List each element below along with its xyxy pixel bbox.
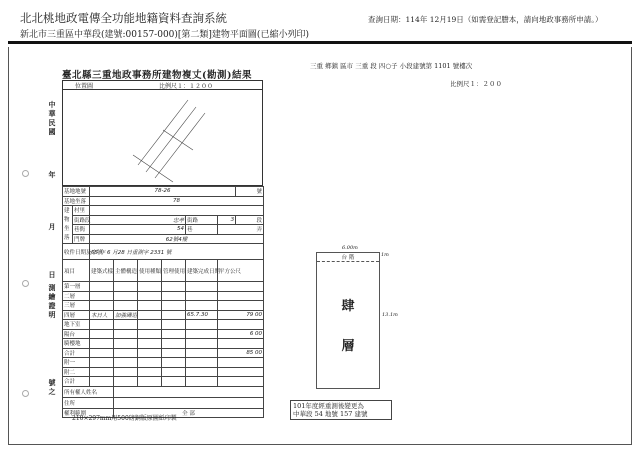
paper-spec: 210×297mm用500磅銅版原圖紙印製	[72, 415, 177, 422]
floor-cell	[90, 320, 114, 330]
lot-no-suffix: 號	[236, 187, 264, 197]
address-label: 住所	[63, 397, 114, 408]
floor-name: 合計	[63, 377, 90, 387]
floor-cell	[90, 301, 114, 311]
floor-cell	[162, 348, 186, 358]
floor-cell	[162, 367, 186, 377]
floor-cell	[162, 320, 186, 330]
location-map-header	[63, 81, 262, 90]
floor-name: 四層	[63, 310, 90, 320]
floor-row	[63, 339, 264, 349]
col-completed: 建築完成日期	[186, 260, 218, 282]
floor-name: 陽台	[63, 329, 90, 339]
floor-area	[218, 377, 264, 387]
floor-cell	[90, 339, 114, 349]
margin-year: 年	[48, 170, 56, 179]
lane-suffix: 巷	[186, 225, 218, 235]
floor-cell	[162, 329, 186, 339]
section-suffix: 段	[236, 215, 264, 225]
rights-label: 權利範圍	[63, 408, 114, 418]
floor-area	[218, 282, 264, 292]
floor-cell	[90, 367, 114, 377]
owner-label: 所有權人姓名	[63, 386, 114, 397]
floor-cell	[162, 339, 186, 349]
floor-cell	[138, 348, 162, 358]
margin-roc: 中華民國	[48, 100, 56, 136]
floor-cell	[114, 320, 138, 330]
location-sketch	[63, 90, 263, 186]
document-subtitle: 新北市三重區中華段(建號:00157-000)[第二類]建物平面圖(已縮小列印)	[20, 30, 309, 40]
margin-cert: 測繪證明	[48, 283, 56, 319]
floor-cell	[114, 377, 138, 387]
floor-name: 合計	[63, 348, 90, 358]
floor-area	[218, 320, 264, 330]
floor-cell	[138, 367, 162, 377]
floor-row	[63, 301, 264, 311]
floor-cell	[90, 377, 114, 387]
floor-name: 二層	[63, 291, 90, 301]
floor-cell	[138, 282, 162, 292]
floor-cell	[138, 320, 162, 330]
floor-cell	[186, 339, 218, 349]
floor-cell	[90, 348, 114, 358]
floor-row	[63, 291, 264, 301]
base-label: 基地坐落	[63, 196, 90, 206]
floor-name: 第一層	[63, 282, 90, 292]
col-area: 平方公尺	[218, 260, 264, 282]
floor-cell	[186, 377, 218, 387]
street-label: 街路段	[73, 215, 90, 225]
recv-label: 收件日期及字號	[63, 244, 90, 260]
floor-cell	[186, 329, 218, 339]
floor-area: 79 00	[218, 310, 264, 320]
location-map-scale: 比例尺１：１２００	[159, 83, 214, 90]
margin-no: 號之	[48, 378, 56, 396]
alley-suffix: 弄	[218, 225, 264, 235]
floor-area: 6 00	[218, 329, 264, 339]
floor-cell	[186, 358, 218, 368]
col-style: 建築式樣	[90, 260, 114, 282]
door: 62號4樓	[90, 234, 264, 244]
floor-area	[218, 358, 264, 368]
location-map-label: 位置圖	[75, 83, 94, 90]
location-map	[62, 80, 263, 186]
floor-cell	[138, 329, 162, 339]
floor-cell	[114, 358, 138, 368]
floor-cell	[114, 301, 138, 311]
floor-row	[63, 282, 264, 292]
street: 忠孝	[90, 215, 186, 225]
floor-name: 附一	[63, 358, 90, 368]
note-line-1: 101年度經重測後變更為	[293, 402, 364, 410]
floor-name: 附二	[63, 367, 90, 377]
street-suffix: 街路	[186, 215, 218, 225]
col-structure: 主體構造	[114, 260, 138, 282]
floor-cell	[114, 282, 138, 292]
floor-label-2: 層	[341, 339, 355, 354]
floor-row	[63, 329, 264, 339]
floor-cell	[162, 301, 186, 311]
floor-cell	[138, 310, 162, 320]
floor-cell	[114, 329, 138, 339]
dim-side: 13.1m	[382, 312, 398, 318]
dim-top: 6.00m	[342, 245, 358, 251]
punch-hole-icon	[22, 390, 29, 397]
margin-day: 日	[48, 270, 56, 279]
recv: 65 年 6 月28 日重測字 2331 號	[90, 244, 264, 260]
floor-cell: 木日人	[90, 310, 114, 320]
floor-cell: 65.7.30	[186, 310, 218, 320]
rights-value: 全 部	[114, 408, 264, 418]
floor-area	[218, 301, 264, 311]
building-survey-table	[62, 186, 264, 418]
floor-cell	[162, 358, 186, 368]
floor-area: 85 00	[218, 348, 264, 358]
floor-cell	[138, 339, 162, 349]
floor-name: 地下室	[63, 320, 90, 330]
col-item: 項目	[63, 260, 90, 282]
bld-label: 建物坐落	[63, 206, 73, 244]
floor-cell	[186, 282, 218, 292]
punch-hole-icon	[22, 170, 29, 177]
floor-cell	[90, 282, 114, 292]
lot-no-label: 基地地號	[63, 187, 90, 197]
floor-cell	[186, 320, 218, 330]
floor-row	[63, 310, 264, 320]
floor-cell	[114, 367, 138, 377]
floor-area	[218, 291, 264, 301]
floor-cell	[186, 367, 218, 377]
floor-row	[63, 367, 264, 377]
floor-label-1: 肆	[341, 299, 355, 314]
dim-step: 1m	[381, 252, 389, 258]
village-label: 村里	[73, 206, 90, 216]
floor-cell	[114, 339, 138, 349]
floor-cell	[138, 301, 162, 311]
renumbering-note	[290, 400, 392, 420]
floor-cell	[138, 358, 162, 368]
floor-cell	[114, 348, 138, 358]
floor-name: 騎樓地	[63, 339, 90, 349]
floor-cell	[90, 358, 114, 368]
floor-cell	[114, 291, 138, 301]
floor-cell	[90, 291, 114, 301]
base-value: 78	[90, 196, 264, 206]
lane: 54	[90, 225, 186, 235]
form-title: 臺北縣三重地政事務所建物複丈(勘測)結果	[62, 70, 252, 81]
floor-cell	[162, 377, 186, 387]
step-area: 台 階	[317, 253, 379, 262]
punch-hole-icon	[22, 280, 29, 287]
door-label: 門牌	[73, 234, 90, 244]
floor-row	[63, 348, 264, 358]
section: 3	[218, 215, 236, 225]
floor-cell	[162, 282, 186, 292]
header-divider	[8, 41, 632, 44]
floor-name: 三層	[63, 301, 90, 311]
floor-cell	[162, 310, 186, 320]
floor-cell	[138, 291, 162, 301]
floor-area	[218, 367, 264, 377]
app-title: 北北桃地政電傳全功能地籍資料查詢系統	[20, 11, 227, 25]
floor-row	[63, 358, 264, 368]
query-date: 查詢日期：114年 12月19日（如需登記謄本，請向地政事務所申請。）	[368, 15, 603, 24]
floor-cell	[186, 348, 218, 358]
note-line-2: 中華段 54 地號 157 建號	[293, 410, 368, 418]
floor-cell	[186, 301, 218, 311]
floor-cell	[186, 291, 218, 301]
col-manage: 管理使用	[162, 260, 186, 282]
floor-row	[63, 377, 264, 387]
floor-cell	[138, 377, 162, 387]
margin-month: 月	[48, 222, 56, 231]
col-use: 使用種類	[138, 260, 162, 282]
floor-cell: 加強磚造	[114, 310, 138, 320]
lot-no: 78-26	[90, 187, 236, 197]
floor-area	[218, 339, 264, 349]
floor-cell	[162, 291, 186, 301]
floor-row	[63, 320, 264, 330]
floor-cell	[90, 329, 114, 339]
floor-plan-outline	[316, 252, 380, 389]
lane-label: 巷衖	[73, 225, 90, 235]
plan-header: 三重 鄉鎮 區市 三重 段 四○子 小段建號第 1101 號樓次	[310, 62, 473, 70]
plan-scale: 比例尺１：２００	[450, 80, 502, 88]
